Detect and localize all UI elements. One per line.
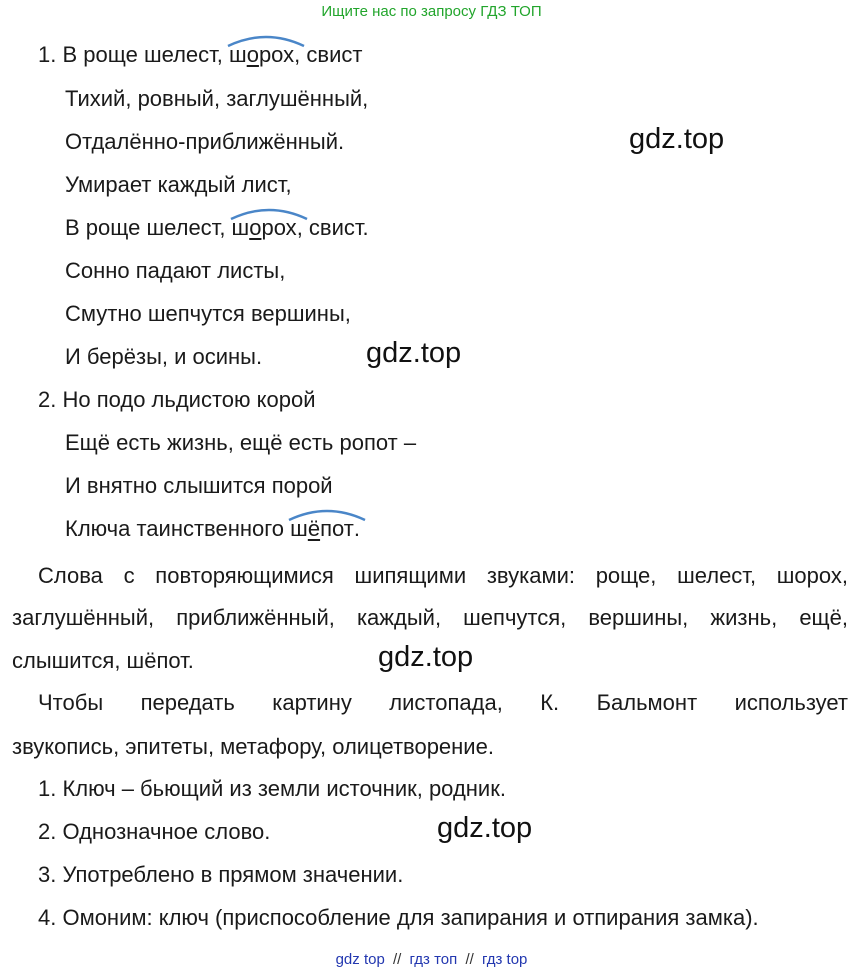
watermark: gdz.top	[629, 123, 725, 155]
footer-separator: //	[465, 951, 474, 968]
poem-stanza-number: 1.	[38, 42, 57, 67]
footer-link-gdz-top-mixed[interactable]: гдз top	[481, 951, 528, 968]
poem-line-11: И внятно слышится порой	[65, 473, 333, 498]
footer-links	[0, 951, 863, 968]
stressed-vowel: о	[249, 215, 262, 240]
list-item-3: 3. Употреблено в прямом значении.	[38, 862, 404, 887]
footer-separator: //	[392, 951, 402, 968]
stressed-word-shyopot: шёпот	[290, 516, 354, 542]
stressed-word-shorokh-2: шорох	[232, 215, 297, 241]
paragraph-1-line-1: Слова с повторяющимися шипящими звуками: роще, шелест, шорох,	[38, 563, 848, 588]
list-item-4: 4. Омоним: ключ (приспособление для запирания и отпирания замка).	[38, 905, 759, 930]
poem-line-12: Ключа таинственного шёпот.	[65, 516, 360, 542]
poem-line-9: 2. Но подо льдистою корой	[38, 387, 316, 412]
poem-line-3: Отдалённо-приближённый.	[65, 129, 345, 154]
watermark: gdz.top	[437, 812, 533, 844]
poem-line-1: 1. В роще шелест, шорох, свист	[38, 42, 362, 68]
list-item-2: 2. Однозначное слово.	[38, 819, 271, 844]
paragraph-1-line-2: заглушённый, приближённый, каждый, шепчутся, вершины, жизнь, ещё,	[12, 605, 848, 630]
footer-link-gdz-top-ru[interactable]: гдз топ	[409, 951, 458, 968]
footer-link-gdz-top[interactable]: gdz top	[335, 951, 385, 968]
watermark: gdz.top	[366, 337, 462, 369]
paragraph-2-line-1: Чтобы передать картину листопада, К. Бальмонт использует	[38, 690, 848, 715]
top-search-banner: Ищите нас по запросу ГДЗ ТОП	[321, 3, 542, 20]
paragraph-1-line-3: слышится, шёпот.	[12, 648, 194, 673]
stressed-vowel: ё	[307, 516, 321, 541]
stressed-word-shorokh: шорох	[229, 42, 294, 68]
poem-line-6: Сонно падают листы,	[65, 258, 286, 283]
poem-line-4: Умирает каждый лист,	[65, 172, 292, 197]
poem-line-10: Ещё есть жизнь, ещё есть ропот –	[65, 430, 417, 455]
stressed-vowel: о	[246, 42, 259, 67]
paragraph-2-line-2: звукопись, эпитеты, метафору, олицетворение.	[12, 734, 494, 759]
poem-line-8: И берёзы, и осины.	[65, 344, 263, 369]
list-item-1: 1. Ключ – бьющий из земли источник, родник.	[38, 776, 506, 801]
poem-line-5: В роще шелест, шорох, свист.	[65, 215, 369, 241]
watermark: gdz.top	[378, 641, 474, 673]
poem-line-1-pre: В роще шелест,	[62, 42, 230, 67]
poem-line-7: Смутно шепчутся вершины,	[65, 301, 351, 326]
poem-line-2: Тихий, ровный, заглушённый,	[65, 86, 369, 111]
